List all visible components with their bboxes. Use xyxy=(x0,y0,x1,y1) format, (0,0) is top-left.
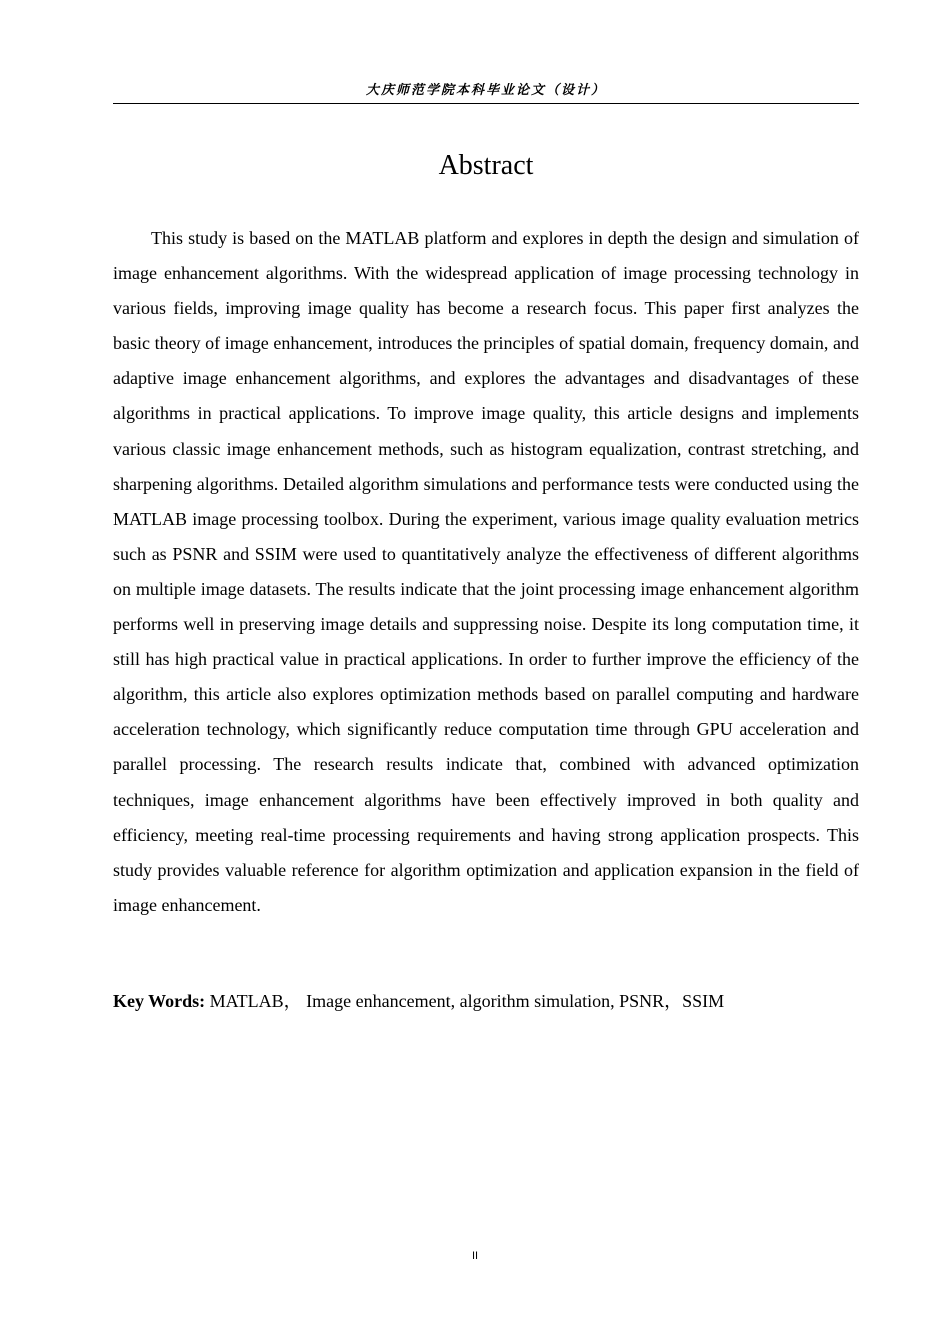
keywords-value: MATLAB， Image enhancement, algorithm simulation, PSNR，SSIM xyxy=(209,991,725,1011)
abstract-body: This study is based on the MATLAB platform and explores in depth the design and simulation of image enhancement algorithms. With the widespread application of image processing technology in various fields, improving image quality has become a research focus. This paper first analyzes the basic theory of image enhancement, introduces the principles of spatial domain, frequency domain, and adaptive image enhancement algorithms, and explores the advantages and disadvantages of these algorithms in practical applications. To improve image quality, this article designs and implements various classic image enhancement methods, such as histogram equalization, contrast stretching, and sharpening algorithms. Detailed algorithm simulations and performance tests were conducted using the MATLAB image processing toolbox. During the experiment, various image quality evaluation metrics such as PSNR and SSIM were used to quantitatively analyze the effectiveness of different algorithms on multiple image datasets. The results indicate that the joint processing image enhancement algorithm performs well in preserving image details and suppressing noise. Despite its long computation time, it still has high practical value in practical applications. In order to further improve the efficiency of the algorithm, this article also explores optimization methods based on parallel computing and hardware acceleration technology, which significantly reduce computation time through GPU acceleration and parallel processing. The research results indicate that, combined with advanced optimization techniques, image enhancement algorithms have been effectively improved in both quality and efficiency, meeting real-time processing requirements and having strong application prospects. This study provides valuable reference for algorithm optimization and application expansion in the field of image enhancement. xyxy=(113,228,859,915)
keywords-line xyxy=(113,985,859,1017)
header-rule xyxy=(113,103,859,104)
running-header: 大庆师范学院本科毕业论文（设计） xyxy=(365,82,606,97)
page-number: II xyxy=(471,1250,479,1262)
page-title: Abstract xyxy=(438,150,534,181)
keywords-label: Key Words: xyxy=(113,991,206,1011)
